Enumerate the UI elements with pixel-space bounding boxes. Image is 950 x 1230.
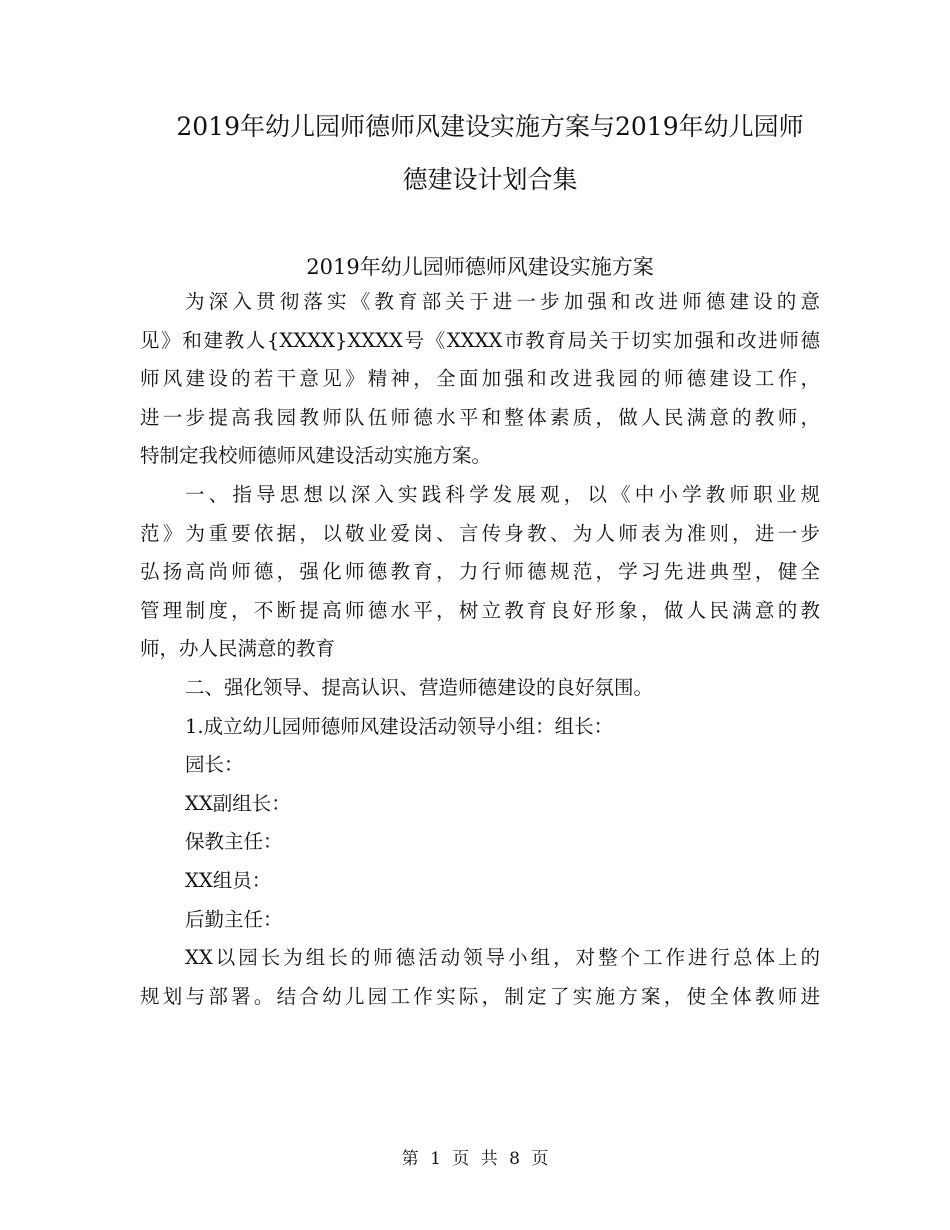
body-line: 范》为重要依据，以敬业爱岗、言传身教、为人师表为准则，进一步 [140, 521, 820, 545]
body-line: 进一步提高我园教师队伍师德水平和整体素质，做人民满意的教师， [140, 405, 820, 429]
body-line: XX副组长： [185, 791, 291, 815]
title-line-2: 德建设计划合集 [402, 165, 578, 194]
body-line: 1.成立幼儿园师德师风建设活动领导小组：组长： [185, 714, 614, 738]
body-line: 园长： [185, 753, 244, 777]
body-line: 后勤主任： [185, 907, 283, 931]
body-line: 保教主任： [185, 830, 283, 854]
section-title: 2019年幼儿园师德师风建设实施方案 [306, 255, 654, 279]
body-line: 管理制度，不断提高师德水平，树立教育良好形象，做人民满意的教 [140, 598, 820, 622]
title-line-1: 2019年幼儿园师德师风建设实施方案与2019年幼儿园师 [176, 112, 804, 141]
body-line: 见》和建教人{XXXX}XXXX号《XXXX市教育局关于切实加强和改进师德 [140, 328, 820, 352]
body-line: 一、指导思想以深入实践科学发展观，以《中小学教师职业规 [185, 482, 820, 506]
body-line: 师，办人民满意的教育 [140, 637, 336, 661]
body-line: 规划与部署。结合幼儿园工作实际，制定了实施方案，使全体教师进 [140, 984, 820, 1008]
body-line: XX组员： [185, 868, 272, 892]
body-line: 二、强化领导、提高认识、营造师德建设的良好氛围。 [185, 675, 654, 699]
body-line: 弘扬高尚师德，强化师德教育，力行师德规范，学习先进典型，健全 [140, 560, 820, 584]
body-line: 特制定我校师德师风建设活动实施方案。 [140, 444, 492, 468]
body-line: 师风建设的若干意见》精神，全面加强和改进我园的师德建设工作， [140, 367, 820, 391]
document-body [140, 283, 820, 1016]
body-line: XX以园长为组长的师德活动领导小组，对整个工作进行总体上的 [185, 946, 820, 970]
page-footer: 第 1 页 共 8 页 [401, 1149, 549, 1169]
document-title [140, 100, 840, 206]
body-line: 为深入贯彻落实《教育部关于进一步加强和改进师德建设的意 [185, 290, 820, 313]
